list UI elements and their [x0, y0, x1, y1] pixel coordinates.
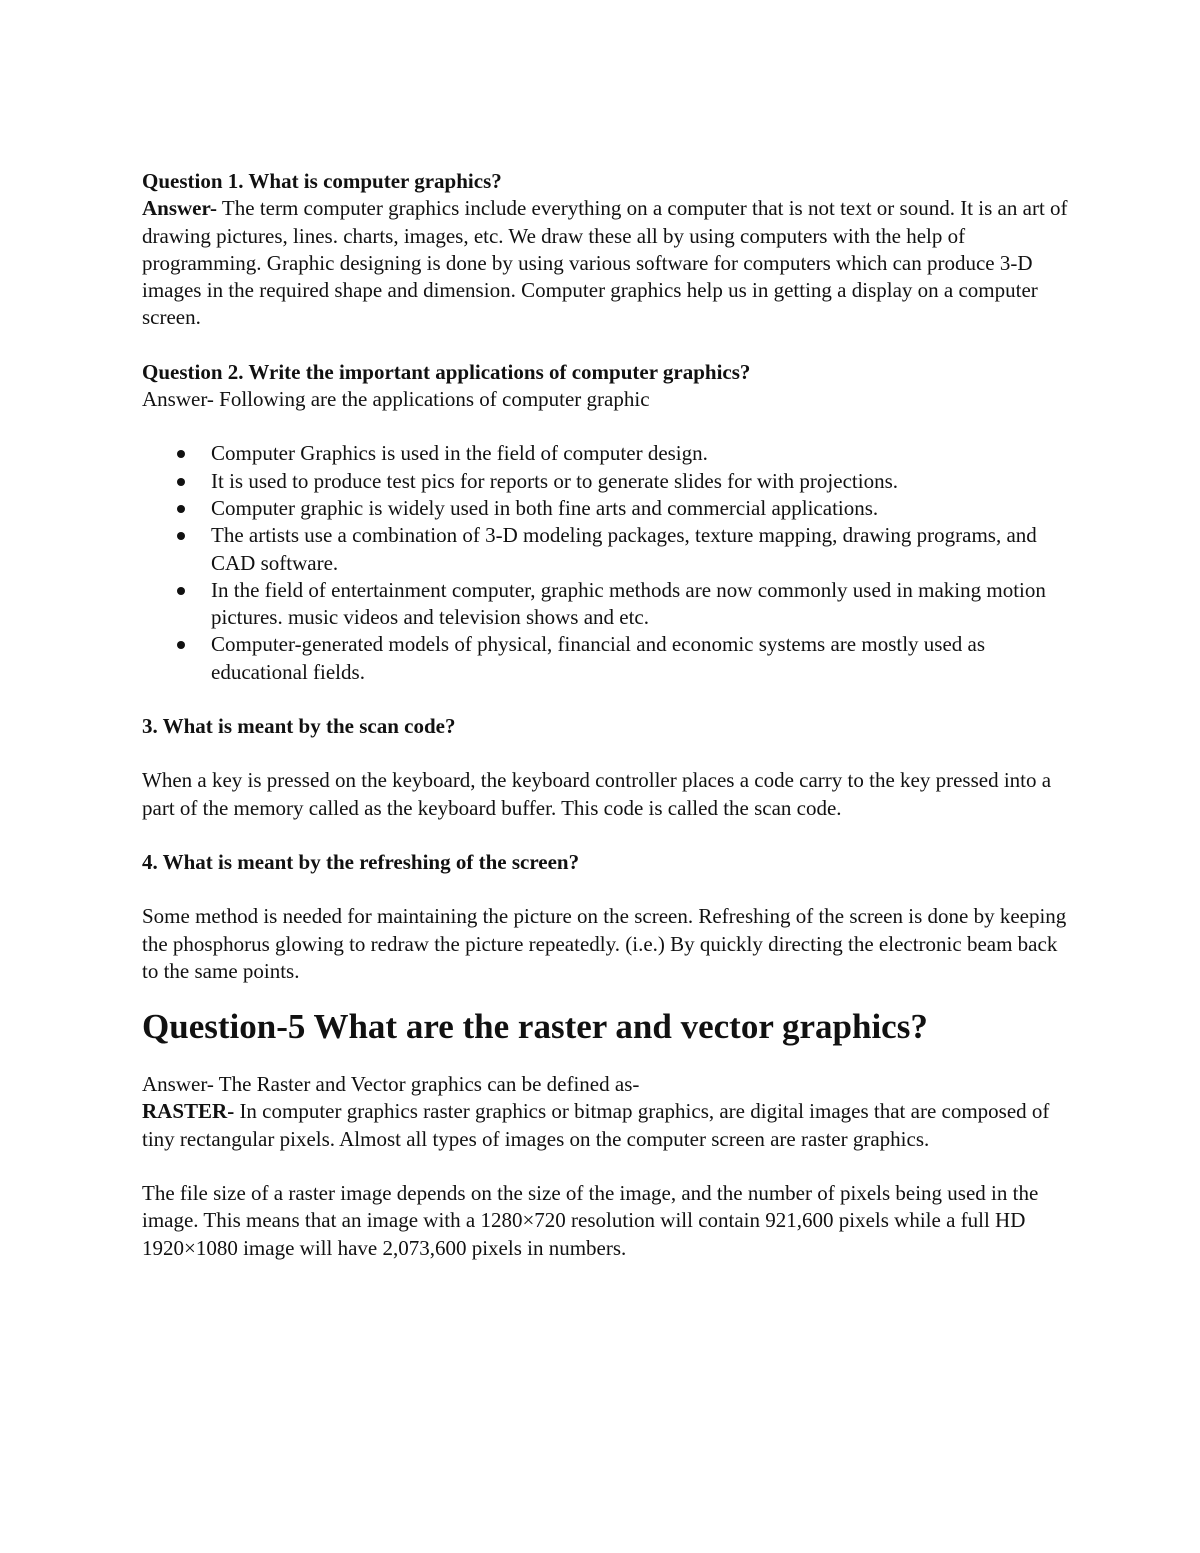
question-2-intro: Answer- Following are the applications of computer graphic [142, 387, 650, 412]
question-3-answer: When a key is pressed on the keyboard, the keyboard controller places a code carry to the key pressed into a part of the memory called as the keyboard buffer. This code is called the scan code. [142, 768, 1052, 820]
question-1-section [142, 168, 1072, 332]
raster-definition [142, 1098, 1072, 1153]
list-item: Computer-generated models of physical, financial and economic systems are mostly used as educational fields. [142, 631, 1072, 686]
question-1-answer-text: The term computer graphics include everything on a computer that is not text or sound. It is an art of drawing pictures, lines. charts, images, etc. We draw these all by using computers with the help of programming. Graphic designing is done by using various software for computers which can produce 3-D images in the required shape and dimension. Computer graphics help us in getting a display on a computer screen. [142, 196, 1068, 330]
raster-label: RASTER- [142, 1099, 235, 1124]
question-2-section [142, 359, 1072, 686]
document-page [142, 168, 1072, 1262]
list-item: In the field of entertainment computer, graphic methods are now commonly used in making motion pictures. music videos and television shows and etc. [142, 577, 1072, 632]
applications-list [142, 440, 1072, 686]
list-item: Computer graphic is widely used in both fine arts and commercial applications. [142, 495, 1072, 522]
question-1-answer [142, 195, 1072, 331]
raster-file-size-paragraph: The file size of a raster image depends on the size of the image, and the number of pixels being used in the image. This means that an image with a 1280×720 resolution will contain 921,600 pixels while a full HD 1920×1080 image will have 2,073,600 pixels in numbers. [142, 1181, 1039, 1260]
question-5-section [142, 1007, 1072, 1262]
question-3-title: 3. What is meant by the scan code? [142, 714, 456, 739]
question-5-heading: Question-5 What are the raster and vector graphics? [142, 1007, 928, 1047]
question-5-intro: Answer- The Raster and Vector graphics can be defined as- [142, 1072, 640, 1097]
answer-label: Answer- [142, 196, 218, 221]
raster-text: In computer graphics raster graphics or bitmap graphics, are digital images that are composed of tiny rectangular pixels. Almost all types of images on the computer screen are raster graphics. [142, 1099, 1050, 1151]
question-4-title: 4. What is meant by the refreshing of the screen? [142, 849, 580, 874]
list-item: It is used to produce test pics for reports or to generate slides for with projections. [142, 468, 1072, 495]
question-2-title: Question 2. Write the important applications of computer graphics? [142, 359, 751, 384]
list-item: The artists use a combination of 3-D modeling packages, texture mapping, drawing programs, and CAD software. [142, 522, 1072, 577]
list-item: Computer Graphics is used in the field of computer design. [142, 440, 1072, 467]
question-4-section [142, 849, 1072, 985]
question-4-answer: Some method is needed for maintaining the picture on the screen. Refreshing of the screen is done by keeping the phosphorus glowing to redraw the picture repeatedly. (i.e.) By quickly directing the electronic beam back to the same points. [142, 904, 1067, 983]
question-3-section [142, 713, 1072, 822]
question-1-title: Question 1. What is computer graphics? [142, 169, 502, 193]
